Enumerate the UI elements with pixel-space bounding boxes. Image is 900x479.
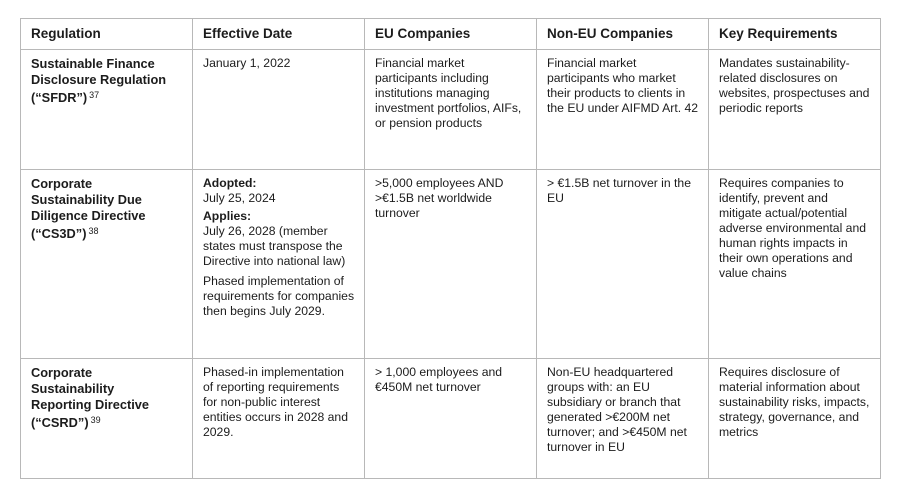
regulation-name-line: Sustainability Due [31, 192, 142, 207]
adopted-date: July 25, 2024 [203, 191, 276, 205]
table-row-csrd [21, 359, 881, 479]
effective-date-cell [193, 170, 365, 359]
regulations-table [20, 18, 881, 479]
table-header-row [21, 19, 881, 50]
regulation-name-line: Sustainability [31, 381, 115, 396]
regulation-name-line: Reporting Directive [31, 397, 150, 412]
key-requirements-cell: Requires companies to identify, prevent and mitigate actual/potential adverse environmental and human rights impacts in their own operations and value chains [709, 170, 881, 359]
regulation-abbreviation: (“CS3D”) [31, 226, 87, 241]
effective-date-text: Phased-in implementation of reporting requirements for non-public interest entities occurs in 2028 and 2029. [203, 365, 348, 439]
footnote-ref[interactable]: 39 [90, 415, 101, 425]
applies-label: Applies: [203, 209, 252, 223]
header-key-requirements: Key Requirements [709, 19, 881, 50]
effective-date-cell [193, 359, 365, 479]
table-row-cs3d [21, 170, 881, 359]
non-eu-companies-cell: Financial market participants who market their products to clients in the EU under AIFMD Art. 42 [537, 50, 709, 170]
regulation-name-line: Disclosure Regulation [31, 72, 167, 87]
regulation-name-line: Corporate [31, 365, 93, 380]
eu-companies-cell: > 1,000 employees and €450M net turnover [365, 359, 537, 479]
non-eu-companies-cell: Non-EU headquartered groups with: an EU subsidiary or branch that generated >€200M net turnover; and >€450M net turnover in EU [537, 359, 709, 479]
regulation-name-line: Sustainable Finance [31, 56, 155, 71]
header-regulation: Regulation [21, 19, 193, 50]
eu-companies-cell: >5,000 employees AND >€1.5B net worldwide turnover [365, 170, 537, 359]
footnote-ref[interactable]: 37 [89, 90, 100, 100]
table-row-sfdr [21, 50, 881, 170]
phased-implementation-text: Phased implementation of requirements for companies then begins July 2029. [203, 274, 355, 318]
effective-date-text: January 1, 2022 [203, 56, 291, 70]
applies-text: July 26, 2028 (member states must transpose the Directive into national law) [203, 224, 346, 268]
eu-companies-cell: Financial market participants including institutions managing investment portfolios, AIFs, or pension products [365, 50, 537, 170]
footnote-ref[interactable]: 38 [88, 226, 99, 236]
effective-date-cell [193, 50, 365, 170]
regulation-cell [21, 50, 193, 170]
regulation-abbreviation: (“SFDR”) [31, 90, 88, 105]
regulation-cell [21, 170, 193, 359]
regulation-name-line: Diligence Directive [31, 208, 146, 223]
header-non-eu-companies: Non-EU Companies [537, 19, 709, 50]
key-requirements-cell: Requires disclosure of material information about sustainability risks, impacts, strategy, governance, and metrics [709, 359, 881, 479]
non-eu-companies-cell: > €1.5B net turnover in the EU [537, 170, 709, 359]
regulation-abbreviation: (“CSRD”) [31, 415, 89, 430]
regulation-name-line: Corporate [31, 176, 93, 191]
header-effective-date: Effective Date [193, 19, 365, 50]
adopted-label: Adopted: [203, 176, 257, 190]
key-requirements-cell: Mandates sustainability-related disclosures on websites, prospectuses and periodic reports [709, 50, 881, 170]
regulation-cell [21, 359, 193, 479]
header-eu-companies: EU Companies [365, 19, 537, 50]
